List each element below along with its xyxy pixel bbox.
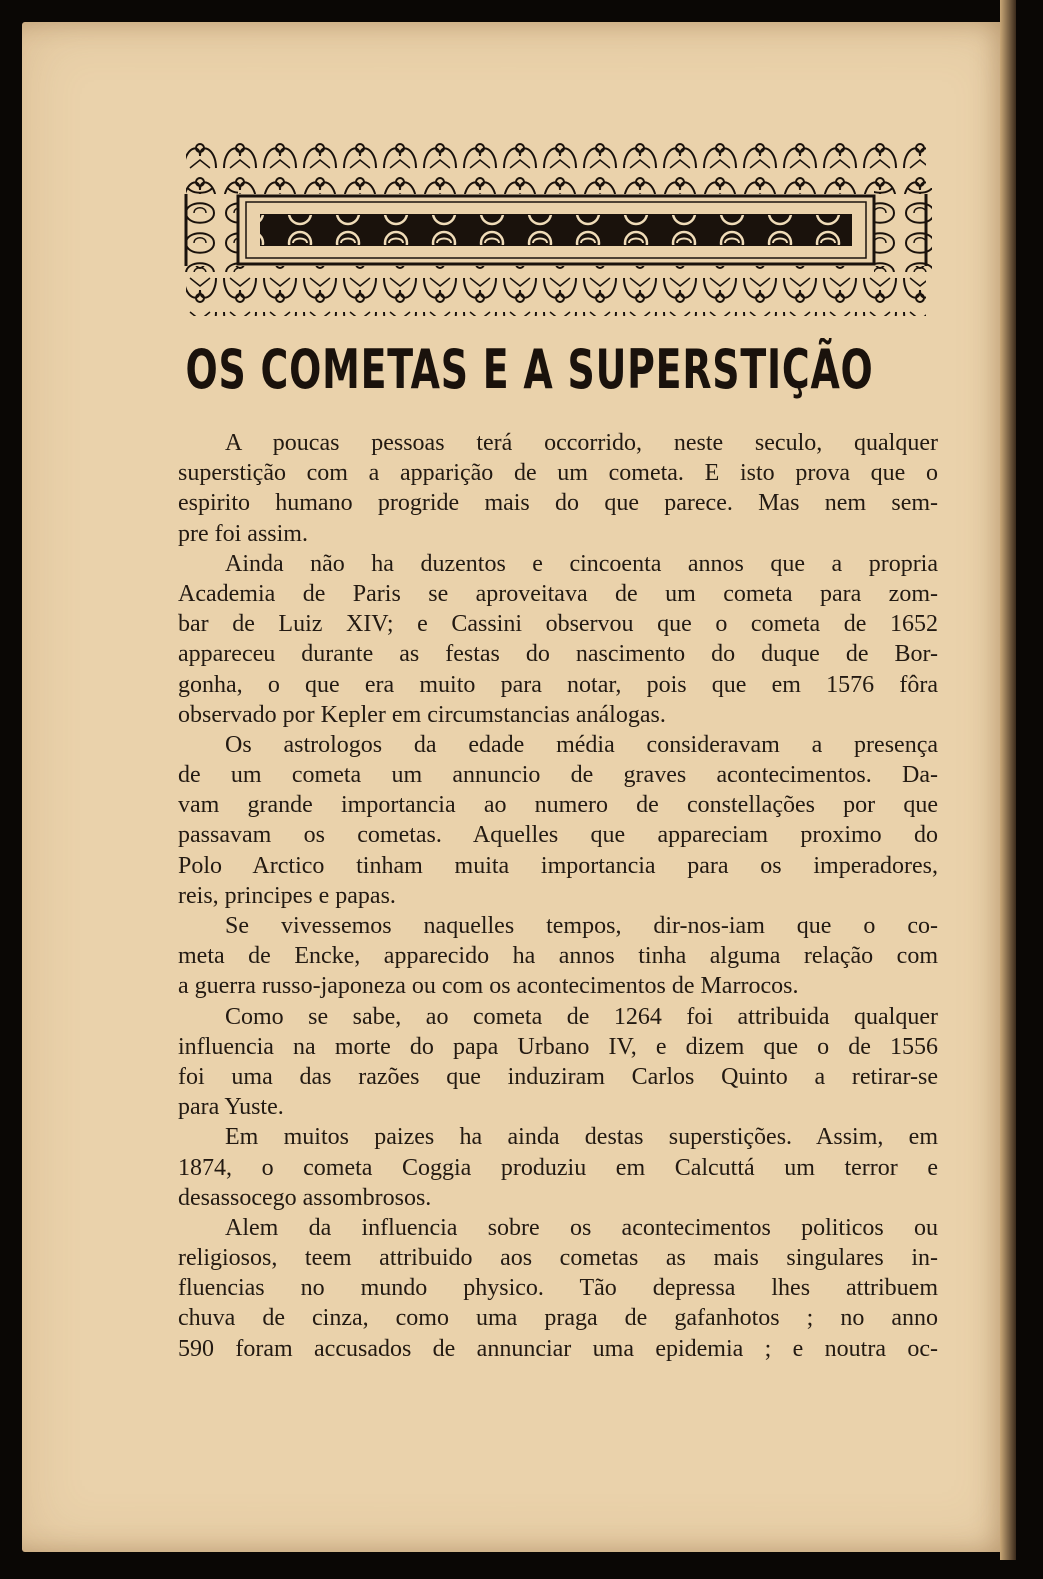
text-line: religiosos, teem attribuido aos cometas as mais singulares in- [178,1245,938,1272]
text-line: Academia de Paris se aproveitava de um cometa para zom- [178,580,938,607]
text-line: appareceu durante as festas do nascimento do duque de Bor- [178,641,938,668]
text-line: Os astrologos da edade média consideravam a presença [225,731,938,758]
article-body [178,428,938,1364]
text-line: fluencias no mundo physico. Tão depressa lhes attribuem [178,1275,938,1302]
text-line: Em muitos paizes ha ainda destas superstições. Assim, em [225,1124,938,1151]
text-line: Polo Arctico tinham muita importancia para os imperadores, [178,852,938,879]
text-line: espirito humano progride mais do que parece. Mas nem sem- [178,490,938,517]
text-line: Se vivessemos naquelles tempos, dir-nos-iam que o co- [225,913,938,939]
ornamental-header-icon [180,138,932,320]
text-line: a guerra russo-japoneza ou com os acontecimentos de Marrocos. [178,973,799,1000]
text-line: Ainda não ha duzentos e cincoenta annos que a propria [225,550,938,577]
text-line: bar de Luiz XIV; e Cassini observou que o cometa de 1652 [178,611,938,638]
text-line: A poucas pessoas terá occorrido, neste seculo, qualquer [225,430,938,456]
page-edge [1000,0,1016,1560]
text-line: reis, principes e papas. [178,882,396,909]
text-line: chuva de cinza, como uma praga de gafanhotos ; no anno [178,1305,938,1332]
text-line: 1874, o cometa Coggia produziu em Calcuttá um terror e [178,1154,938,1181]
text-line: observado por Kepler em circumstancias análogas. [178,701,666,728]
text-line: pre foi assim. [178,520,308,547]
text-line: Como se sabe, ao cometa de 1264 foi attribuida qualquer [225,1003,938,1030]
text-line: passavam os cometas. Aquelles que appareciam proximo do [178,822,938,849]
text-line: influencia na morte do papa Urbano IV, e dizem que o de 1556 [178,1033,938,1060]
article-title: OS COMETAS E A SUPERSTIÇÃO [185,338,874,401]
text-line: 590 foram accusados de annunciar uma epidemia ; e noutra oc- [178,1335,938,1362]
text-line: Alem da influencia sobre os acontecimentos politicos ou [225,1214,938,1241]
text-line: gonha, o que era muito para notar, pois que em 1576 fôra [178,671,938,698]
text-line: vam grande importancia ao numero de constellações por que [178,792,938,819]
text-line: foi uma das razões que induziram Carlos Quinto a retirar-se [178,1063,938,1090]
text-line: meta de Encke, apparecido ha annos tinha alguma relação com [178,943,938,970]
text-line: superstição com a apparição de um cometa. E isto prova que o [178,460,938,487]
text-line: para Yuste. [178,1094,284,1121]
text-line: de um cometa um annuncio de graves acontecimentos. Da- [178,762,938,789]
text-line: desassocego assombrosos. [178,1184,432,1211]
